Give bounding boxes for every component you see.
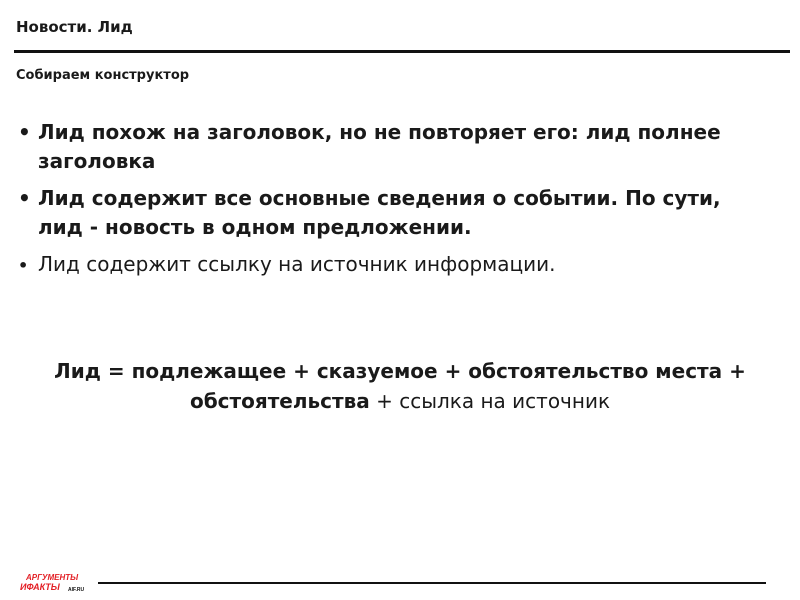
- bullet-icon: •: [18, 120, 31, 144]
- bullet-item: [14, 118, 754, 176]
- bullet-item: [14, 184, 754, 242]
- formula-bold-text: Лид = подлежащее + сказуемое + обстоятельство места + обстоятельства: [54, 359, 746, 413]
- lead-formula: [0, 356, 800, 416]
- page-subtitle: Собираем конструктор: [16, 68, 190, 83]
- aif-logo: [18, 572, 98, 594]
- logo-line2: ИФАКТЫ: [20, 582, 60, 592]
- header-divider: [14, 50, 790, 53]
- logo-line1: АРГУМЕНТЫ: [26, 573, 79, 582]
- bullet-list: [14, 118, 754, 287]
- bullet-text: Лид содержит все основные сведения о событии. По сути, лид - новость в одном предложении.: [38, 186, 721, 239]
- bullet-text: Лид похож на заголовок, но не повторяет его: лид полнее заголовка: [38, 120, 721, 173]
- page-title: Новости. Лид: [16, 18, 133, 36]
- formula-normal-text: + ссылка на источник: [369, 389, 611, 413]
- footer-divider: [98, 582, 766, 584]
- bullet-icon: •: [18, 256, 29, 275]
- bullet-item: [14, 250, 754, 279]
- logo-domain: AIF.RU: [68, 587, 85, 593]
- bullet-text: Лид содержит ссылку на источник информации.: [38, 252, 556, 276]
- bullet-icon: •: [18, 186, 31, 210]
